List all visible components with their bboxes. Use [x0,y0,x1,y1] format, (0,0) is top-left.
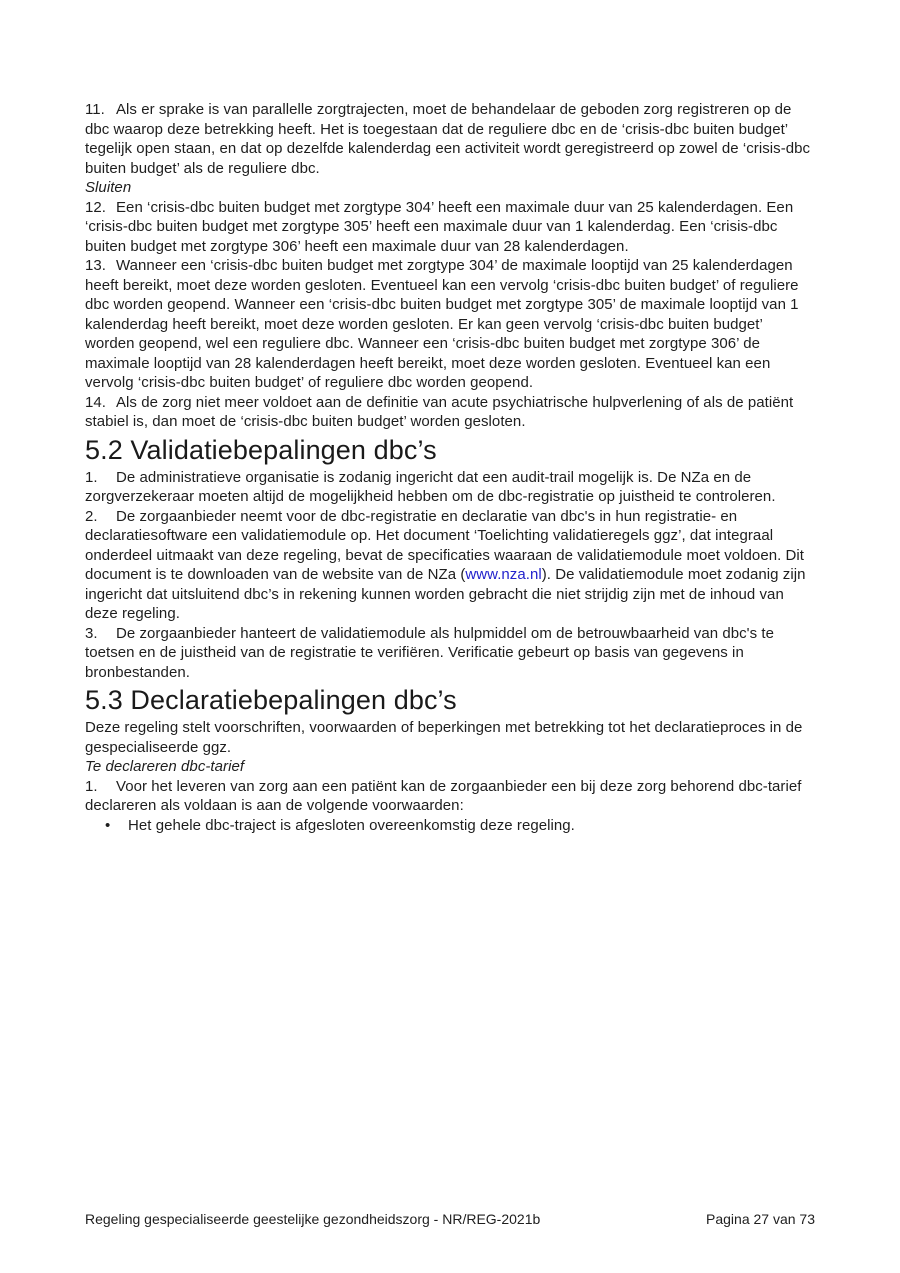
paragraph-declaratie-intro: Deze regeling stelt voorschriften, voorwaarden of beperkingen met betrekking tot het declaratieproces in de gespecialiseerde ggz. [85,719,803,756]
page-footer [85,1210,815,1229]
bullet-dot-icon: • [105,816,111,834]
paragraph-12: 12. Een ‘crisis-dbc buiten budget met zorgtype 304’ heeft een maximale duur van 25 kalenderdagen. Een ‘crisis-dbc buiten budget met zorgtype 305’ heeft een maximale duur van 1 kalenderdag. Een ‘crisis-dbc buiten budget met zorgtype 306’ heeft een maximale duur van 28 kalenderdagen. [85,198,794,255]
item-number: 1. [85,468,98,486]
item-number: 3. [85,624,98,642]
paragraph-sluiten-label: Sluiten [85,179,132,196]
item-number: 13. [85,257,107,274]
paragraph-tarief-label: Te declareren dbc-tarief [85,758,245,775]
paragraph-declaratie-1: 1. Voor het leveren van zorg aan een patiënt kan de zorgaanbieder een bij deze zorg behorend dbc-tarief declareren als voldaan is aan de volgende voorwaarden: [85,777,802,814]
paragraph-validatie-2: 2. De zorgaanbieder neemt voor de dbc-registratie en declaratie van dbc's in hun registratie- en declaratiesoftware een validatiemodule op. Het document ‘Toelichting validatieregels ggz’, dat integraal onderdeel uitmaakt van deze regeling, bevat de specificaties waaraan de validatiemodule moet voldoen. Dit document is te downloaden van de website van de NZa (www.nza.nl). De validatiemodule moet zodanig zijn ingericht dat uitsluitend dbc’s in rekening kunnen worden gebracht die niet strijdig zijn met de inhoud van deze regeling. [85,507,806,622]
section-heading-5-2: 5.2 Validatiebepalingen dbc’s [85,434,437,465]
nza-website-link[interactable]: www.nza.nl [465,566,542,583]
footer-page-number: Pagina 27 van 73 [706,1211,815,1227]
item-number: 1. [85,777,98,795]
paragraph-14: 14. Als de zorg niet meer voldoet aan de definitie van acute psychiatrische hulpverlening of als de patiënt stabiel is, dan moet de ‘crisis-dbc buiten budget’ worden gesloten. [85,393,794,430]
item-number: 2. [85,507,98,525]
paragraph-11: 11. Als er sprake is van parallelle zorgtrajecten, moet de behandelaar de geboden zorg registreren op de dbc waarop deze betrekking heeft. Het is toegestaan dat de reguliere dbc en de ‘crisis-dbc buiten budget’ tegelijk open staan, en dat op dezelfde kalenderdag een activiteit wordt geregistreerd op zowel de ‘crisis-dbc buiten budget’ als de reguliere dbc. [85,101,811,177]
paragraph-validatie-3: 3. De zorgaanbieder hanteert de validatiemodule als hulpmiddel om de betrouwbaarheid van dbc's te toetsen en de juistheid van de registratie te verifiëren. Verificatie gebeurt op basis van gegevens in bronbestanden. [85,624,774,681]
section-heading-5-3: 5.3 Declaratiebepalingen dbc’s [85,685,457,715]
item-number: 11. [85,101,105,118]
paragraph-validatie-1: 1. De administratieve organisatie is zodanig ingericht dat een audit-trail mogelijk is. De NZa en de zorgverzekeraar moeten altijd de mogelijkheid hebben om de dbc-registratie op juistheid te controleren. [85,468,776,505]
bullet-text: Het gehele dbc-traject is afgesloten overeenkomstig deze regeling. [128,816,575,834]
bullet-item-1 [85,816,815,836]
footer-document-title: Regeling gespecialiseerde geestelijke gezondheidszorg - NR/REG-2021b [85,1211,541,1227]
item-number: 14. [85,393,107,411]
item-number: 12. [85,198,107,216]
paragraph-13: 13. Wanneer een ‘crisis-dbc buiten budget met zorgtype 304’ de maximale looptijd van 25 kalenderdagen heeft bereikt, moet deze worden gesloten. Eventueel kan een vervolg ‘crisis-dbc buiten budget’ of reguliere dbc worden geopend. Wanneer een ‘crisis-dbc buiten budget met zorgtype 305’ de maximale looptijd van 1 kalenderdag heeft bereikt, moet deze worden gesloten. Er kan geen vervolg ‘crisis-dbc buiten budget’ worden geopend, wel een reguliere dbc. Wanneer een ‘crisis-dbc buiten budget met zorgtype 306’ de maximale looptijd van 28 kalenderdagen heeft bereikt, moet deze worden gesloten. Eventueel kan een vervolg ‘crisis-dbc buiten budget’ of reguliere dbc worden geopend. [85,257,799,391]
